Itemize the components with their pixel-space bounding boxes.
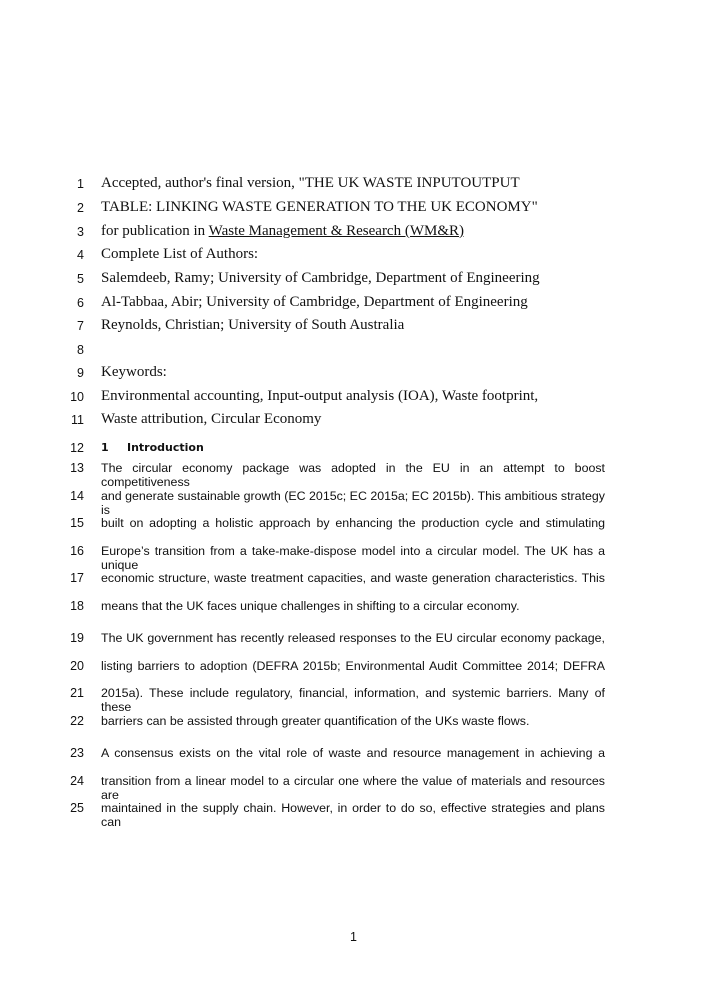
line-number: 11 (71, 413, 84, 427)
keywords-heading: Keywords: (101, 364, 167, 380)
body-text-line: maintained in the supply chain. However, in order to do so, effective strategies and plans can (101, 801, 605, 829)
manuscript-line (0, 175, 707, 197)
manuscript-line (0, 461, 707, 489)
manuscript-line (0, 659, 707, 681)
line-number: 4 (77, 248, 84, 262)
publication-prefix: for publication in (101, 223, 209, 239)
body-text-line: Europe’s transition from a take-make-dispose model into a circular model. The UK has a unique (101, 544, 605, 572)
manuscript-line (0, 317, 707, 339)
manuscript-line (0, 364, 707, 386)
body-text-line: The circular economy package was adopted in the EU in an attempt to boost competitiveness (101, 461, 605, 489)
manuscript-line (0, 774, 707, 802)
keywords-line: Waste attribution, Circular Economy (101, 411, 322, 427)
line-number: 20 (70, 659, 84, 673)
line-number: 2 (77, 201, 84, 215)
line-number: 16 (70, 544, 84, 558)
title-line: Accepted, author's final version, "THE UK WASTE INPUTOUTPUT (101, 175, 520, 191)
manuscript-line (0, 686, 707, 714)
body-text-line: barriers can be assisted through greater quantification of the UKs waste flows. (101, 714, 530, 728)
section-heading (101, 441, 204, 454)
author-line: Al-Tabbaa, Abir; University of Cambridge, Department of Engineering (101, 294, 528, 310)
manuscript-line (0, 199, 707, 221)
manuscript-line (0, 341, 707, 363)
line-number: 7 (77, 319, 84, 333)
manuscript-line (0, 246, 707, 268)
manuscript-line (0, 599, 707, 621)
line-number: 23 (70, 746, 84, 760)
author-line: Reynolds, Christian; University of South Australia (101, 317, 405, 333)
line-number: 14 (70, 489, 84, 503)
body-text-line: economic structure, waste treatment capacities, and waste generation characteristics. This (101, 571, 605, 585)
manuscript-line (0, 411, 707, 433)
manuscript-line (0, 441, 707, 463)
body-text-line: transition from a linear model to a circular one where the value of materials and resources are (101, 774, 605, 802)
line-number: 22 (70, 714, 84, 728)
author-line: Salemdeeb, Ramy; University of Cambridge, Department of Engineering (101, 270, 540, 286)
manuscript-line (0, 388, 707, 410)
body-text-line: The UK government has recently released responses to the EU circular economy package, (101, 631, 605, 645)
line-number: 5 (77, 272, 84, 286)
line-number: 6 (77, 296, 84, 310)
line-number: 21 (70, 686, 84, 700)
body-text-line: and generate sustainable growth (EC 2015c; EC 2015a; EC 2015b). This ambitious strategy is (101, 489, 605, 517)
line-number: 1 (77, 177, 84, 191)
journal-link[interactable]: Waste Management & Research (WM&R) (208, 223, 464, 239)
line-number: 9 (77, 366, 84, 380)
body-text-line: listing barriers to adoption (DEFRA 2015b; Environmental Audit Committee 2014; DEFRA (101, 659, 605, 673)
body-text-line: A consensus exists on the vital role of waste and resource management in achieving a (101, 746, 605, 760)
manuscript-line (0, 544, 707, 572)
line-number: 19 (70, 631, 84, 645)
body-text-line: 2015a). These include regulatory, financial, information, and systemic barriers. Many of these (101, 686, 605, 714)
manuscript-line (0, 631, 707, 653)
manuscript-line (0, 714, 707, 736)
body-text-line: built on adopting a holistic approach by enhancing the production cycle and stimulating (101, 516, 605, 530)
authors-heading: Complete List of Authors: (101, 246, 259, 262)
section-number: 1 (101, 441, 109, 454)
manuscript-line (0, 223, 707, 245)
line-number: 25 (70, 801, 84, 815)
manuscript-line (0, 516, 707, 538)
manuscript-line (0, 270, 707, 292)
page-number: 1 (350, 930, 357, 944)
manuscript-line (0, 489, 707, 517)
line-number: 18 (70, 599, 84, 613)
manuscript-line (0, 801, 707, 829)
line-number: 13 (70, 461, 84, 475)
publication-line (101, 223, 464, 240)
manuscript-line (0, 746, 707, 768)
manuscript-line (0, 571, 707, 593)
line-number: 15 (70, 516, 84, 530)
line-number: 3 (77, 225, 84, 239)
line-number: 12 (70, 441, 84, 455)
keywords-line: Environmental accounting, Input-output analysis (IOA), Waste footprint, (101, 388, 539, 404)
manuscript-line (0, 294, 707, 316)
line-number: 17 (70, 571, 84, 585)
line-number: 10 (70, 390, 84, 404)
line-number: 8 (77, 343, 84, 357)
title-line: TABLE: LINKING WASTE GENERATION TO THE UK ECONOMY" (101, 199, 538, 215)
section-title: Introduction (127, 441, 204, 454)
line-number: 24 (70, 774, 84, 788)
body-text-line: means that the UK faces unique challenges in shifting to a circular economy. (101, 599, 520, 613)
